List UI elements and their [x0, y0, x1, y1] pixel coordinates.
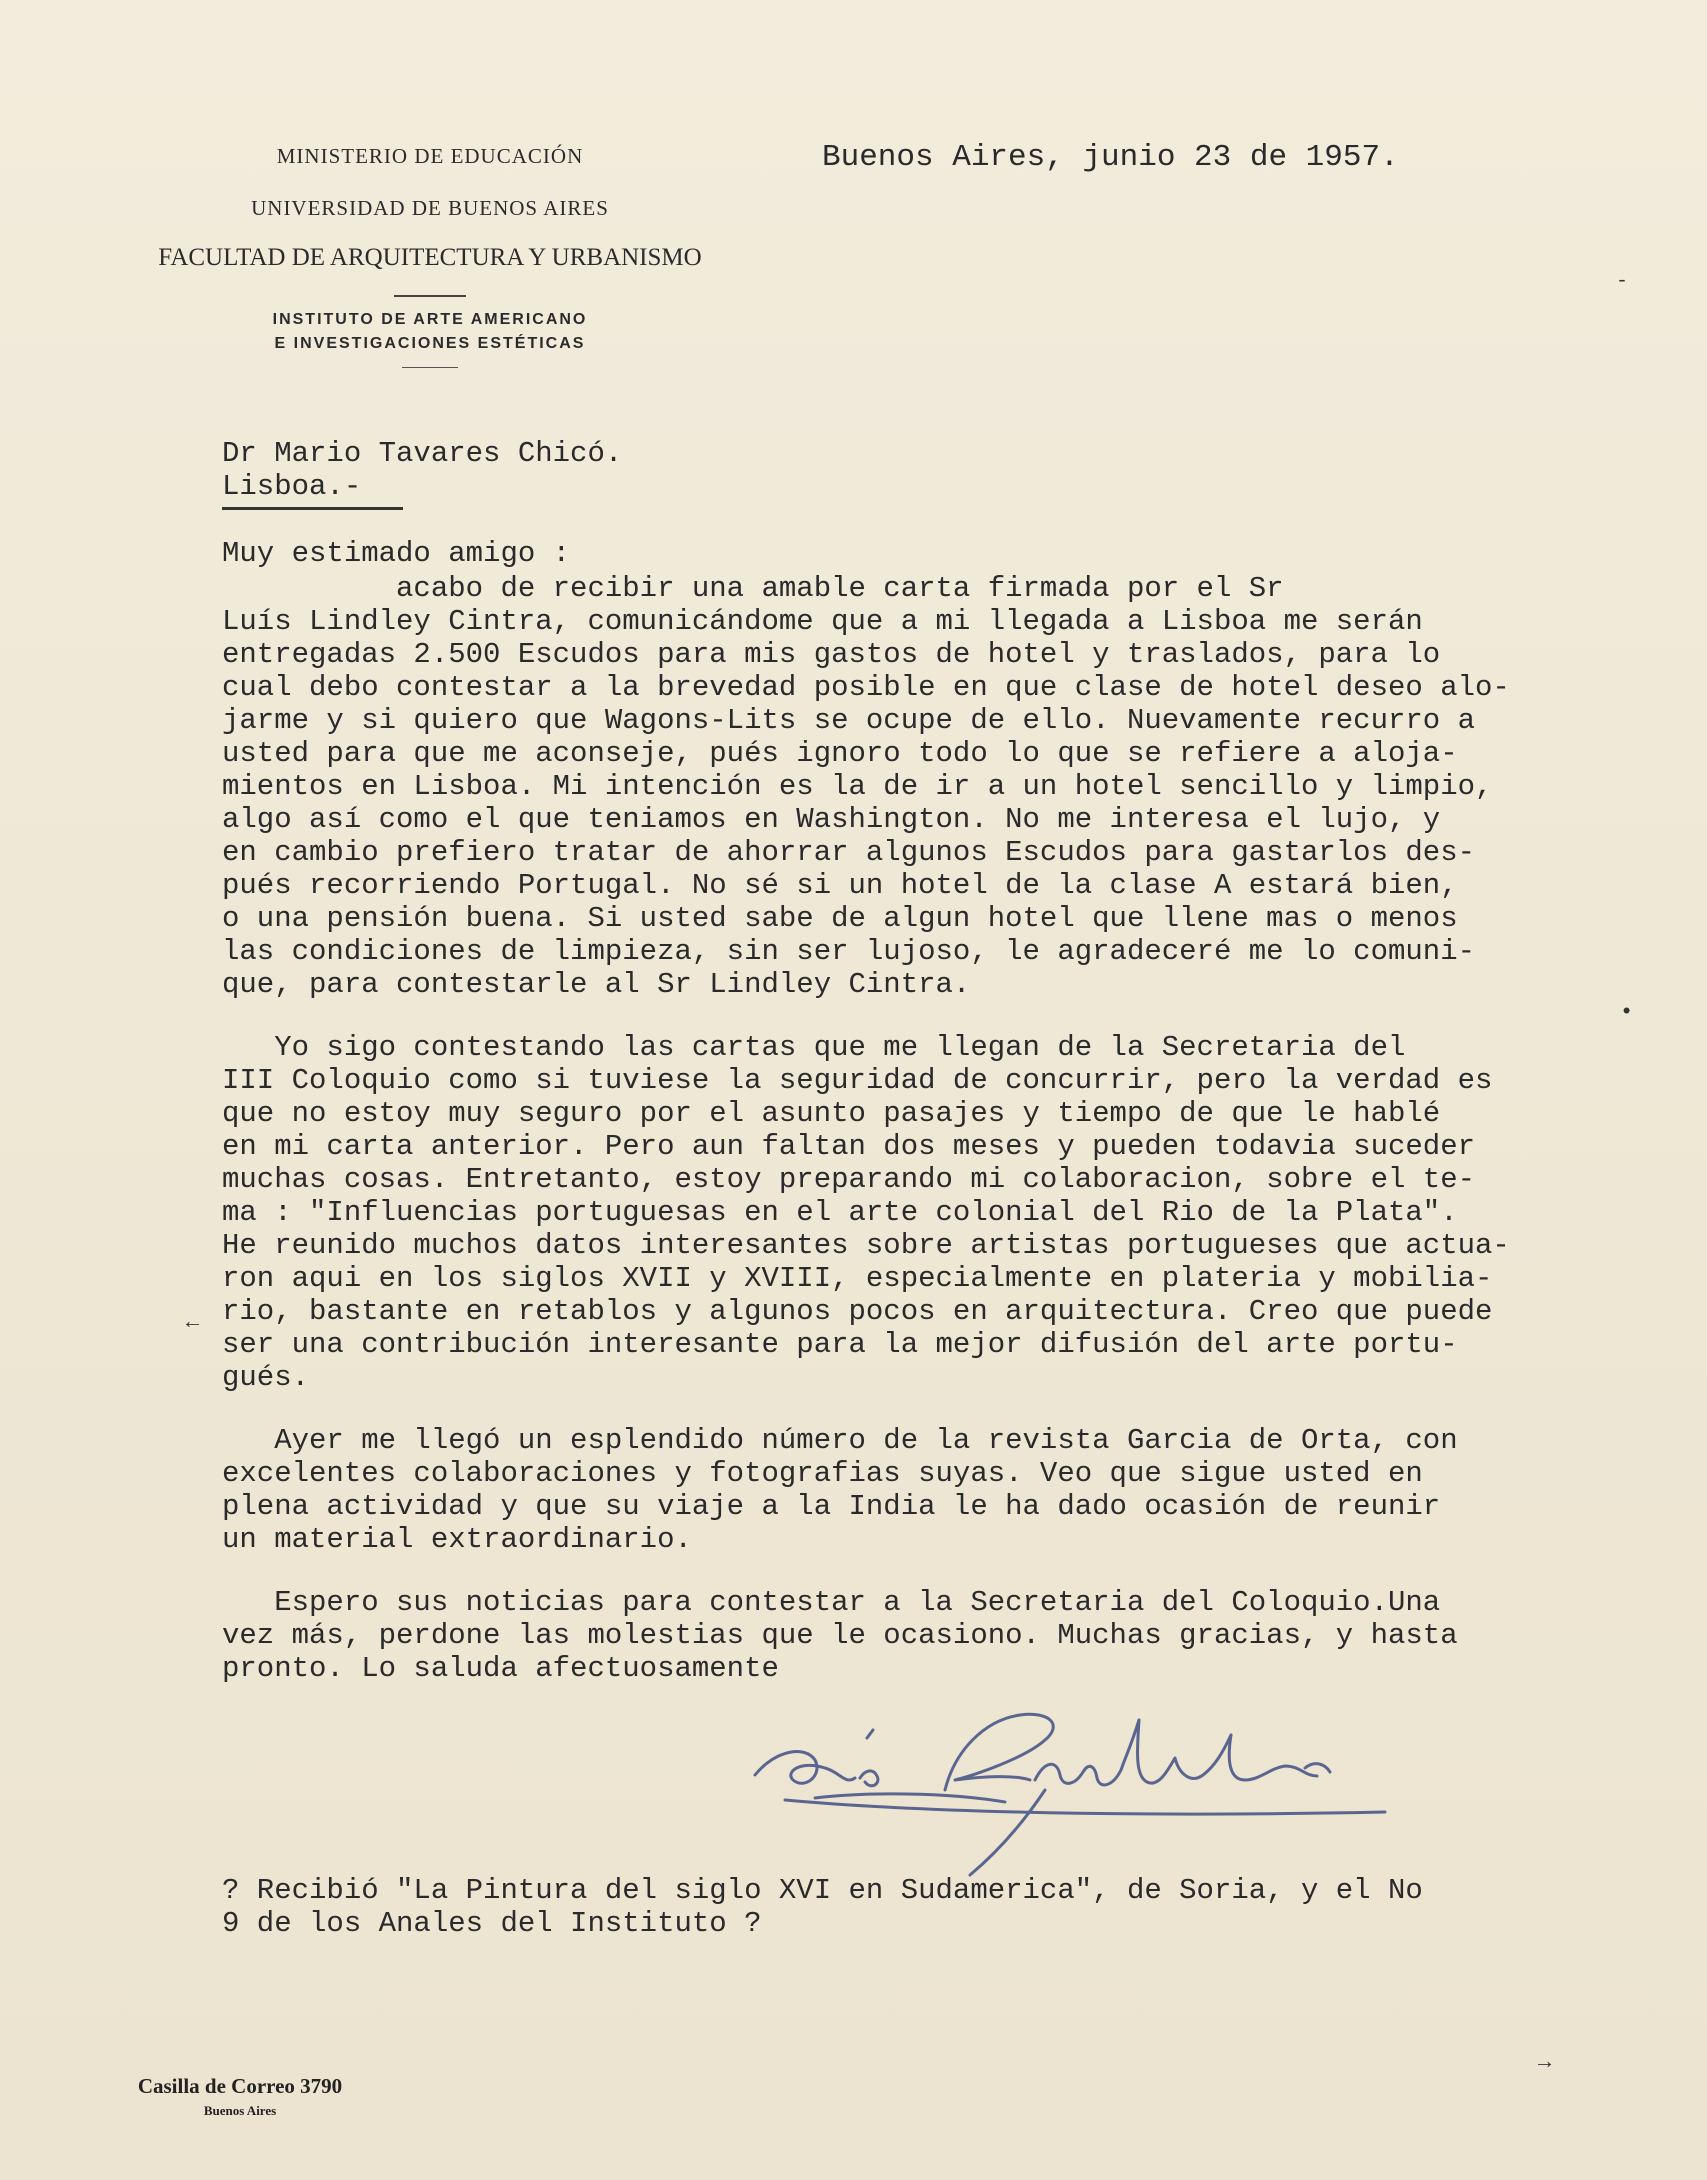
postscript [222, 1874, 1423, 1940]
body-line: algo así como el que teniamos en Washington. No me interesa el lujo, y [222, 803, 1441, 836]
body-line: un material extraordinario. [222, 1523, 692, 1556]
letterhead [120, 140, 740, 368]
handwritten-signature [745, 1680, 1405, 1880]
body-line: mientos en Lisboa. Mi intención es la de ir a un hotel sencillo y limpio, [222, 770, 1493, 803]
body-line: ron aqui en los siglos XVII y XVIII, especialmente en plateria y mobilia- [222, 1262, 1493, 1295]
body-line: cual debo contestar a la brevedad posible en que clase de hotel deseo alo- [222, 671, 1510, 704]
letter-date: Buenos Aires, junio 23 de 1957. [822, 140, 1399, 175]
body-line: Luís Lindley Cintra, comunicándome que a mi llegada a Lisboa me serán [222, 605, 1423, 638]
body-line: que no estoy muy seguro por el asunto pasajes y tiempo de que le hablé [222, 1097, 1441, 1130]
letterhead-institute-line1: INSTITUTO DE ARTE AMERICANO [272, 311, 588, 328]
paragraph-4 [222, 1586, 1682, 1685]
body-line: ser una contribución interesante para la mejor difusión del arte portu- [222, 1328, 1458, 1361]
paragraph-1 [222, 572, 1682, 1001]
body-line: vez más, perdone las molestias que le ocasiono. Muchas gracias, y hasta [222, 1619, 1458, 1652]
letter-body [222, 572, 1682, 1685]
body-line: Ayer me llegó un esplendido número de la revista Garcia de Orta, con [222, 1424, 1458, 1457]
body-line: rio, bastante en retablos y algunos pocos en arquitectura. Creo que puede [222, 1295, 1493, 1328]
letterhead-footer [105, 2074, 375, 2119]
body-line: plena actividad y que su viaje a la India le ha dado ocasión de reunir [222, 1490, 1441, 1523]
body-line: las condiciones de limpieza, sin ser lujoso, le agradeceré me lo comuni- [222, 935, 1476, 968]
body-line: muchas cosas. Entretanto, estoy preparando mi colaboracion, sobre el te- [222, 1163, 1476, 1196]
postscript-line: 9 de los Anales del Instituto ? [222, 1907, 762, 1940]
body-line: gués. [222, 1361, 310, 1394]
postscript-line: ? Recibió "La Pintura del siglo XVI en Sudamerica", de Soria, y el No [222, 1874, 1423, 1907]
letterhead-divider [394, 295, 466, 297]
body-line: He reunido muchos datos interesantes sobre artistas portugueses que actua- [222, 1229, 1510, 1262]
body-line: que, para contestarle al Sr Lindley Cintra. [222, 968, 971, 1001]
margin-mark: • [1620, 1000, 1634, 1025]
footer-city: Buenos Aires [203, 2103, 277, 2118]
body-line: Yo sigo contestando las cartas que me llegan de la Secretaria del [222, 1031, 1406, 1064]
footer-postbox: Casilla de Correo 3790 [137, 2074, 343, 2098]
body-line: acabo de recibir una amable carta firmada por el Sr [222, 572, 1284, 605]
body-line: jarme y si quiero que Wagons-Lits se ocupe de ello. Nuevamente recurro a [222, 704, 1476, 737]
body-line: III Coloquio como si tuviese la seguridad de concurrir, pero la verdad es [222, 1064, 1493, 1097]
body-line: usted para que me aconseje, pués ignoro todo lo que se refiere a aloja- [222, 737, 1458, 770]
paragraph-3 [222, 1424, 1682, 1556]
recipient-city: Lisboa.- [222, 470, 403, 510]
paragraph-2 [222, 1031, 1682, 1394]
body-line: pronto. Lo saluda afectuosamente [222, 1652, 779, 1685]
body-line: excelentes colaboraciones y fotografias suyas. Veo que sigue usted en [222, 1457, 1423, 1490]
letterhead-faculty: FACULTAD DE ARQUITECTURA Y URBANISMO [158, 244, 702, 271]
recipient-name: Dr Mario Tavares Chicó. [222, 437, 623, 470]
margin-mark: ‑ [1616, 270, 1629, 293]
body-line: pués recorriendo Portugal. No sé si un hotel de la clase A estará bien, [222, 869, 1458, 902]
body-line: en cambio prefiero tratar de ahorrar algunos Escudos para gastarlos des- [222, 836, 1476, 869]
letterhead-ministry: MINISTERIO DE EDUCACIÓN [276, 144, 584, 168]
body-line: Espero sus noticias para contestar a la Secretaria del Coloquio.Una [222, 1586, 1441, 1619]
body-line: entregadas 2.500 Escudos para mis gastos de hotel y traslados, para lo [222, 638, 1441, 671]
margin-arrow-mark: ← [186, 1310, 200, 1335]
margin-mark: → [1538, 2050, 1552, 2075]
body-line: ma : "Influencias portuguesas en el arte colonial del Rio de la Plata". [222, 1196, 1458, 1229]
letterhead-institute-line2: E INVESTIGACIONES ESTÉTICAS [274, 335, 586, 352]
letterhead-divider-bottom [402, 367, 458, 368]
salutation: Muy estimado amigo : [222, 537, 571, 570]
body-line: en mi carta anterior. Pero aun faltan dos meses y pueden todavia suceder [222, 1130, 1476, 1163]
body-line: o una pensión buena. Si usted sabe de algun hotel que llene mas o menos [222, 902, 1458, 935]
letterhead-university: UNIVERSIDAD DE BUENOS AIRES [251, 196, 609, 220]
